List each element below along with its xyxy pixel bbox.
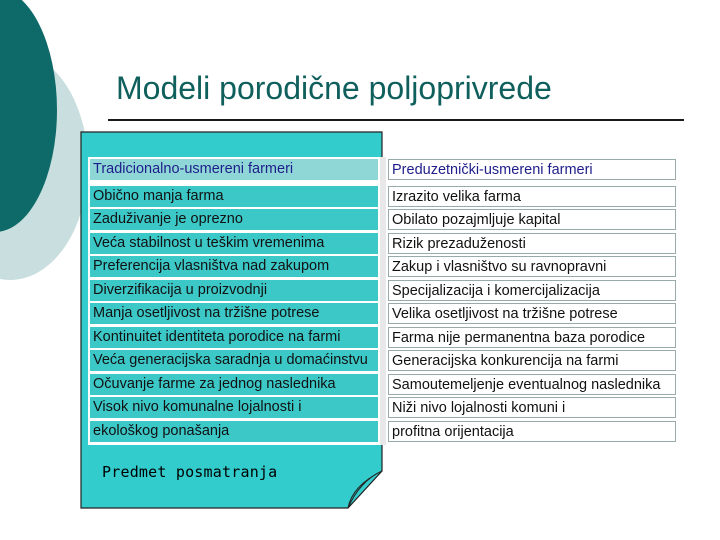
row-entrepreneurial-cell: Generacijska konkurencija na farmi bbox=[388, 350, 676, 371]
row-traditional-cell: Obično manja farma bbox=[90, 186, 378, 207]
row-entrepreneurial-cell: Izrazito velika farma bbox=[388, 186, 676, 207]
row-traditional-cell: Manja osetljivost na tržišne potrese bbox=[90, 303, 378, 324]
column-separator bbox=[380, 157, 386, 445]
row-entrepreneurial-cell: Velika osetljivost na tržišne potrese bbox=[388, 303, 676, 324]
row-traditional-cell: Očuvanje farme za jednog naslednika bbox=[90, 374, 378, 395]
header-traditional: Tradicionalno-usmereni farmeri bbox=[90, 159, 378, 180]
row-traditional-cell: Preferencija vlasništva nad zakupom bbox=[90, 256, 378, 277]
row-entrepreneurial-cell: Samoutemeljenje eventualnog naslednika bbox=[388, 374, 676, 395]
note-caption: Predmet posmatranja bbox=[102, 463, 278, 481]
row-entrepreneurial-cell: Specijalizacija i komercijalizacija bbox=[388, 280, 676, 301]
header-entrepreneurial: Preduzetnički-usmereni farmeri bbox=[388, 159, 676, 180]
row-traditional-cell: Visok nivo komunalne lojalnosti i bbox=[90, 397, 378, 418]
row-traditional-cell: Diverzifikacija u proizvodnji bbox=[90, 280, 378, 301]
row-traditional-cell: Veća stabilnost u teškim vremenima bbox=[90, 233, 378, 254]
row-entrepreneurial-cell: Obilato pozajmljuje kapital bbox=[388, 209, 676, 230]
row-traditional-cell: Kontinuitet identiteta porodice na farmi bbox=[90, 327, 378, 348]
row-entrepreneurial-cell: profitna orijentacija bbox=[388, 421, 676, 442]
comparison-table bbox=[88, 157, 678, 445]
row-entrepreneurial-cell: Zakup i vlasništvo su ravnopravni bbox=[388, 256, 676, 277]
title-underline bbox=[108, 119, 684, 121]
row-entrepreneurial-cell: Farma nije permanentna baza porodice bbox=[388, 327, 676, 348]
slide-title: Modeli porodične poljoprivrede bbox=[116, 70, 552, 106]
row-traditional-cell: Zaduživanje je oprezno bbox=[90, 209, 378, 230]
row-traditional-cell: ekološkog ponašanja bbox=[90, 421, 378, 442]
row-entrepreneurial-cell: Rizik prezaduženosti bbox=[388, 233, 676, 254]
row-traditional-cell: Veća generacijska saradnja u domaćinstvu bbox=[90, 350, 378, 371]
row-entrepreneurial-cell: Niži nivo lojalnosti komuni i bbox=[388, 397, 676, 418]
